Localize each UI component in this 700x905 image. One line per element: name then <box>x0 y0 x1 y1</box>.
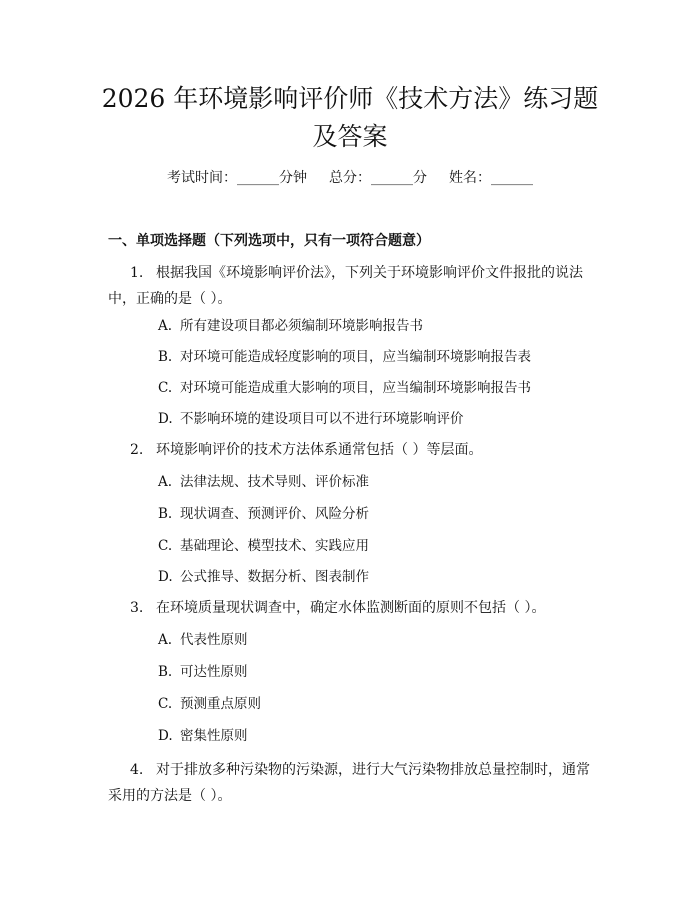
exam-name-label: 姓名： <box>449 170 491 186</box>
question-2 <box>108 437 592 463</box>
question-1-number: 1. <box>130 265 144 281</box>
exam-score-unit: 分 <box>413 170 427 186</box>
question-4 <box>108 757 592 809</box>
question-2-option-c: C. 基础理论、模型技术、实践应用 <box>158 538 369 554</box>
exam-name-blank: ______ <box>491 170 533 186</box>
exam-score-blank: ______ <box>371 170 413 186</box>
question-1 <box>108 260 592 312</box>
question-1-option-d: D. 不影响环境的建设项目可以不进行环境影响评价 <box>158 411 464 427</box>
question-1-text: 根据我国《环境影响评价法》，下列关于环境影响评价文件报批的说法中，正确的是（ ）。 <box>108 265 583 307</box>
question-3-option-c: C. 预测重点原则 <box>158 696 261 712</box>
question-2-text: 环境影响评价的技术方法体系通常包括（ ）等层面。 <box>156 442 483 458</box>
exam-time-label: 考试时间： <box>167 170 237 186</box>
section-heading: 一、单项选择题（下列选项中，只有一项符合题意） <box>108 233 430 249</box>
document-title-line-1: 2026 年环境影响评价师《技术方法》练习题 <box>101 84 599 113</box>
question-3-option-a: A. 代表性原则 <box>158 632 248 648</box>
question-2-number: 2. <box>130 442 144 458</box>
exam-time-blank: ______ <box>237 170 279 186</box>
question-3-number: 3. <box>130 600 144 616</box>
question-2-option-a: A. 法律法规、技术导则、评价标准 <box>158 474 369 490</box>
question-1-option-b: B. 对环境可能造成轻度影响的项目，应当编制环境影响报告表 <box>158 349 531 365</box>
question-1-option-c: C. 对环境可能造成重大影响的项目，应当编制环境影响报告书 <box>158 380 531 396</box>
question-3 <box>108 595 592 621</box>
exam-score-label: 总分： <box>329 170 371 186</box>
question-4-text: 对于排放多种污染物的污染源，进行大气污染物排放总量控制时，通常采用的方法是（ ）。 <box>108 762 590 804</box>
question-3-text: 在环境质量现状调查中，确定水体监测断面的原则不包括（ ）。 <box>156 600 546 616</box>
document-title-line-2: 及答案 <box>312 122 388 151</box>
question-1-option-a: A. 所有建设项目都必须编制环境影响报告书 <box>158 318 423 334</box>
question-3-option-d: D. 密集性原则 <box>158 728 248 744</box>
exam-meta <box>0 168 700 188</box>
question-4-number: 4. <box>130 762 144 778</box>
question-3-option-b: B. 可达性原则 <box>158 664 248 680</box>
question-2-option-b: B. 现状调查、预测评价、风险分析 <box>158 506 369 522</box>
question-2-option-d: D. 公式推导、数据分析、图表制作 <box>158 569 369 585</box>
exam-time-unit: 分钟 <box>279 170 307 186</box>
